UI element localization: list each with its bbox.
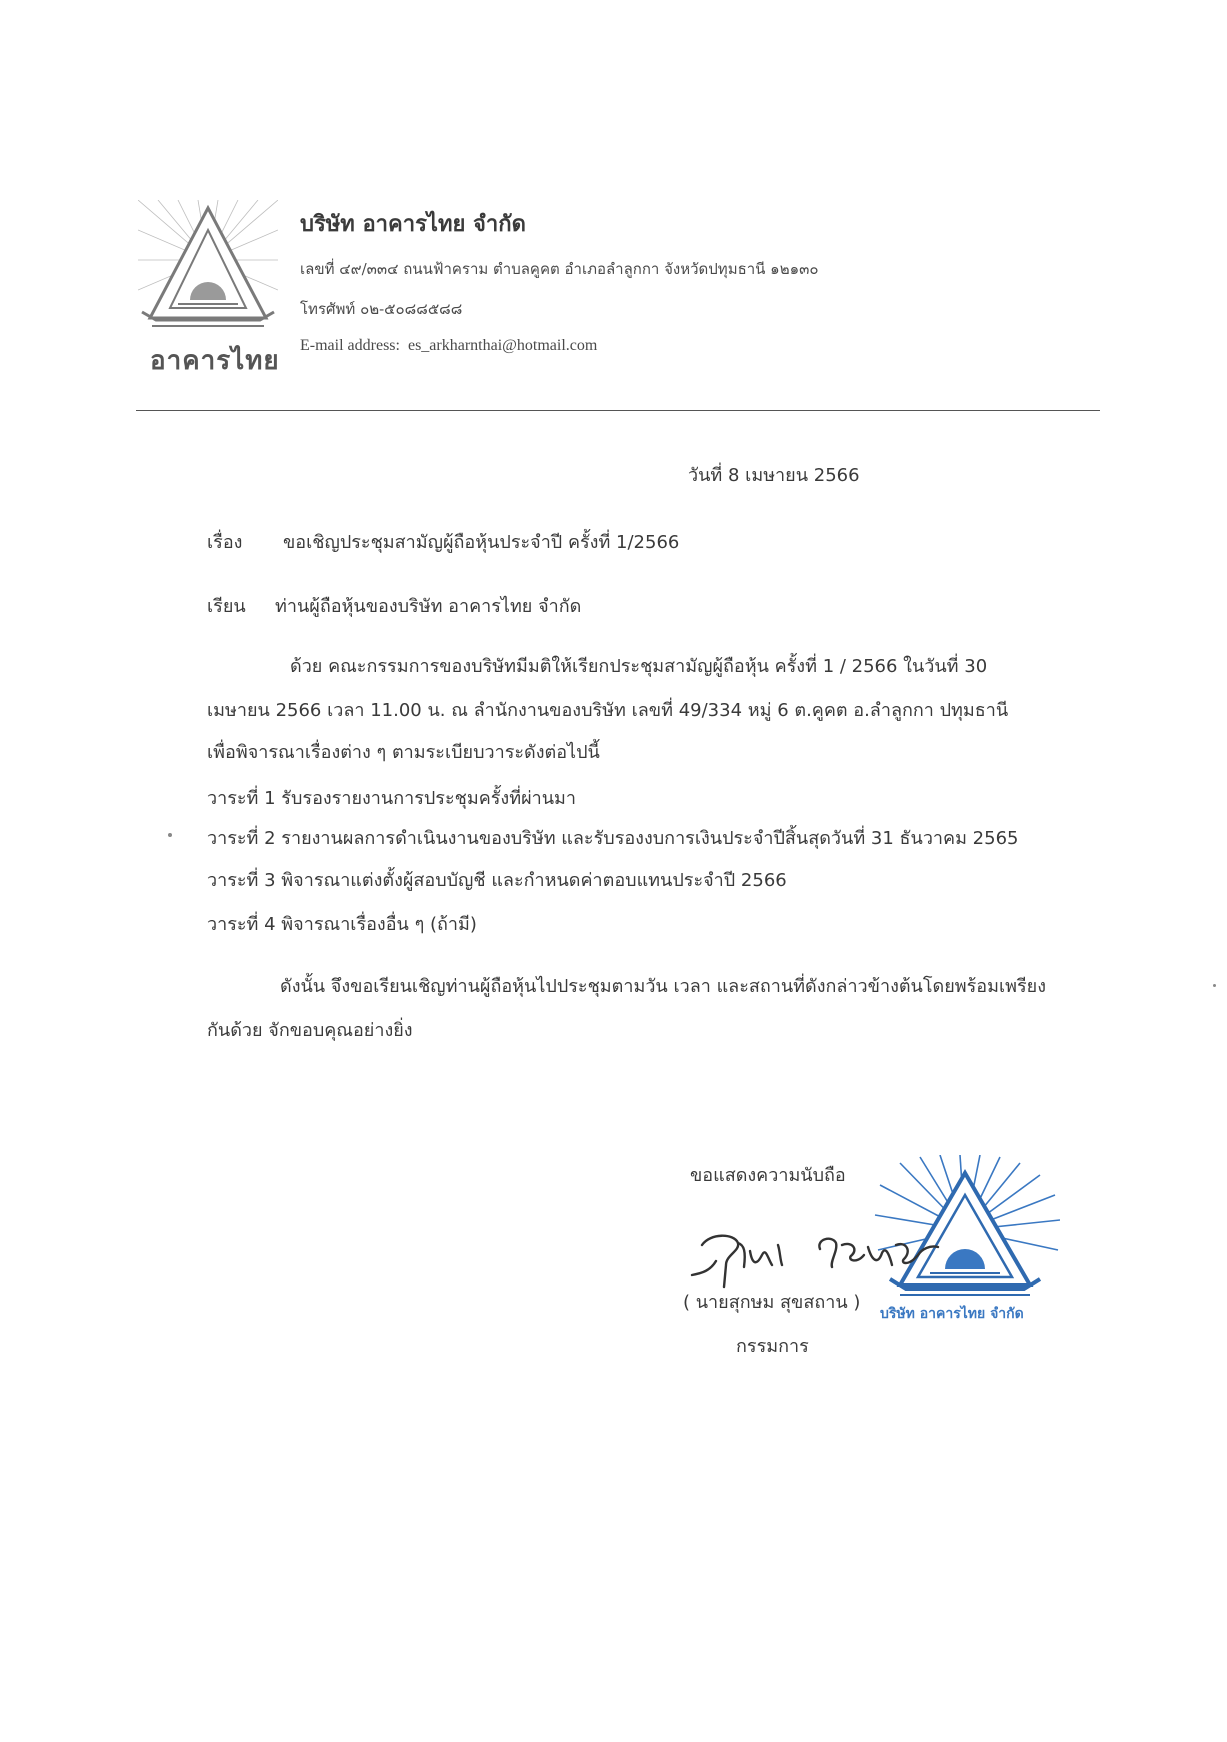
recipient-label: เรียน xyxy=(207,596,246,617)
recipient-text: ท่านผู้ถือหุ้นของบริษัท อาคารไทย จำกัด xyxy=(275,596,582,617)
subject-label: เรื่อง xyxy=(207,532,243,553)
closing-line: ดังนั้น จึงขอเรียนเชิญท่านผู้ถือหุ้นไปประชุมตามวัน เวลา และสถานที่ดังกล่าวข้างต้นโดยพร้อมเพรียง xyxy=(280,976,1046,997)
subject-text: ขอเชิญประชุมสามัญผู้ถือหุ้นประจำปี ครั้งที่ 1/2566 xyxy=(283,532,680,553)
email-label: E-mail address: xyxy=(300,337,400,354)
letter-date: วันที่ 8 เมษายน 2566 xyxy=(688,465,860,486)
body-line: ด้วย คณะกรรมการของบริษัทมีมติให้เรียกประชุมสามัญผู้ถือหุ้น ครั้งที่ 1 / 2566 ในวันที่ 30 xyxy=(290,656,988,677)
body-line: เมษายน 2566 เวลา 11.00 น. ณ ลำนักงานของบริษัท เลขที่ 49/334 หมู่ 6 ต.คูคต อ.ลำลูกกา ปทุมธานี xyxy=(207,700,1009,721)
company-logo-icon xyxy=(138,200,278,340)
agenda-item: วาระที่ 2 รายงานผลการดำเนินงานของบริษัท และรับรองงบการเงินประจำปีสิ้นสุดวันที่ 31 ธันวาคม 2565 xyxy=(207,828,1019,849)
logo-caption: อาคารไทย xyxy=(150,346,280,376)
signer-name: ( นายสุกษม สุขสถาน ) xyxy=(683,1292,861,1313)
body-line: เพื่อพิจารณาเรื่องต่าง ๆ ตามระเบียบวาระดังต่อไปนี้ xyxy=(207,742,600,763)
closing-line: กันด้วย จักขอบคุณอย่างยิ่ง xyxy=(207,1020,413,1041)
agenda-item: วาระที่ 3 พิจารณาแต่งตั้งผู้สอบบัญชี และกำหนดค่าตอบแทนประจำปี 2566 xyxy=(207,870,787,891)
company-phone: โทรศัพท์ ๐๒-๕๐๘๘๕๘๘ xyxy=(300,300,463,318)
scan-mark xyxy=(168,833,172,837)
agenda-item: วาระที่ 1 รับรองรายงานการประชุมครั้งที่ผ่านมา xyxy=(207,788,577,809)
email-address: es_arkharnthai@hotmail.com xyxy=(407,337,598,354)
scan-mark xyxy=(1213,984,1216,987)
company-email xyxy=(300,337,597,355)
header-divider xyxy=(136,410,1100,411)
agenda-item: วาระที่ 4 พิจารณาเรื่องอื่น ๆ (ถ้ามี) xyxy=(207,914,477,935)
company-name: บริษัท อาคารไทย จำกัด xyxy=(300,211,526,237)
regards-text: ขอแสดงความนับถือ xyxy=(690,1165,846,1186)
signer-title: กรรมการ xyxy=(736,1336,809,1357)
stamp-text: บริษัท อาคารไทย จำกัด xyxy=(880,1306,1024,1322)
company-address: เลขที่ ๔๙/๓๓๔ ถนนฟ้าคราม ตำบลคูคต อำเภอลำลูกกา จังหวัดปทุมธานี ๑๒๑๓๐ xyxy=(300,260,819,278)
